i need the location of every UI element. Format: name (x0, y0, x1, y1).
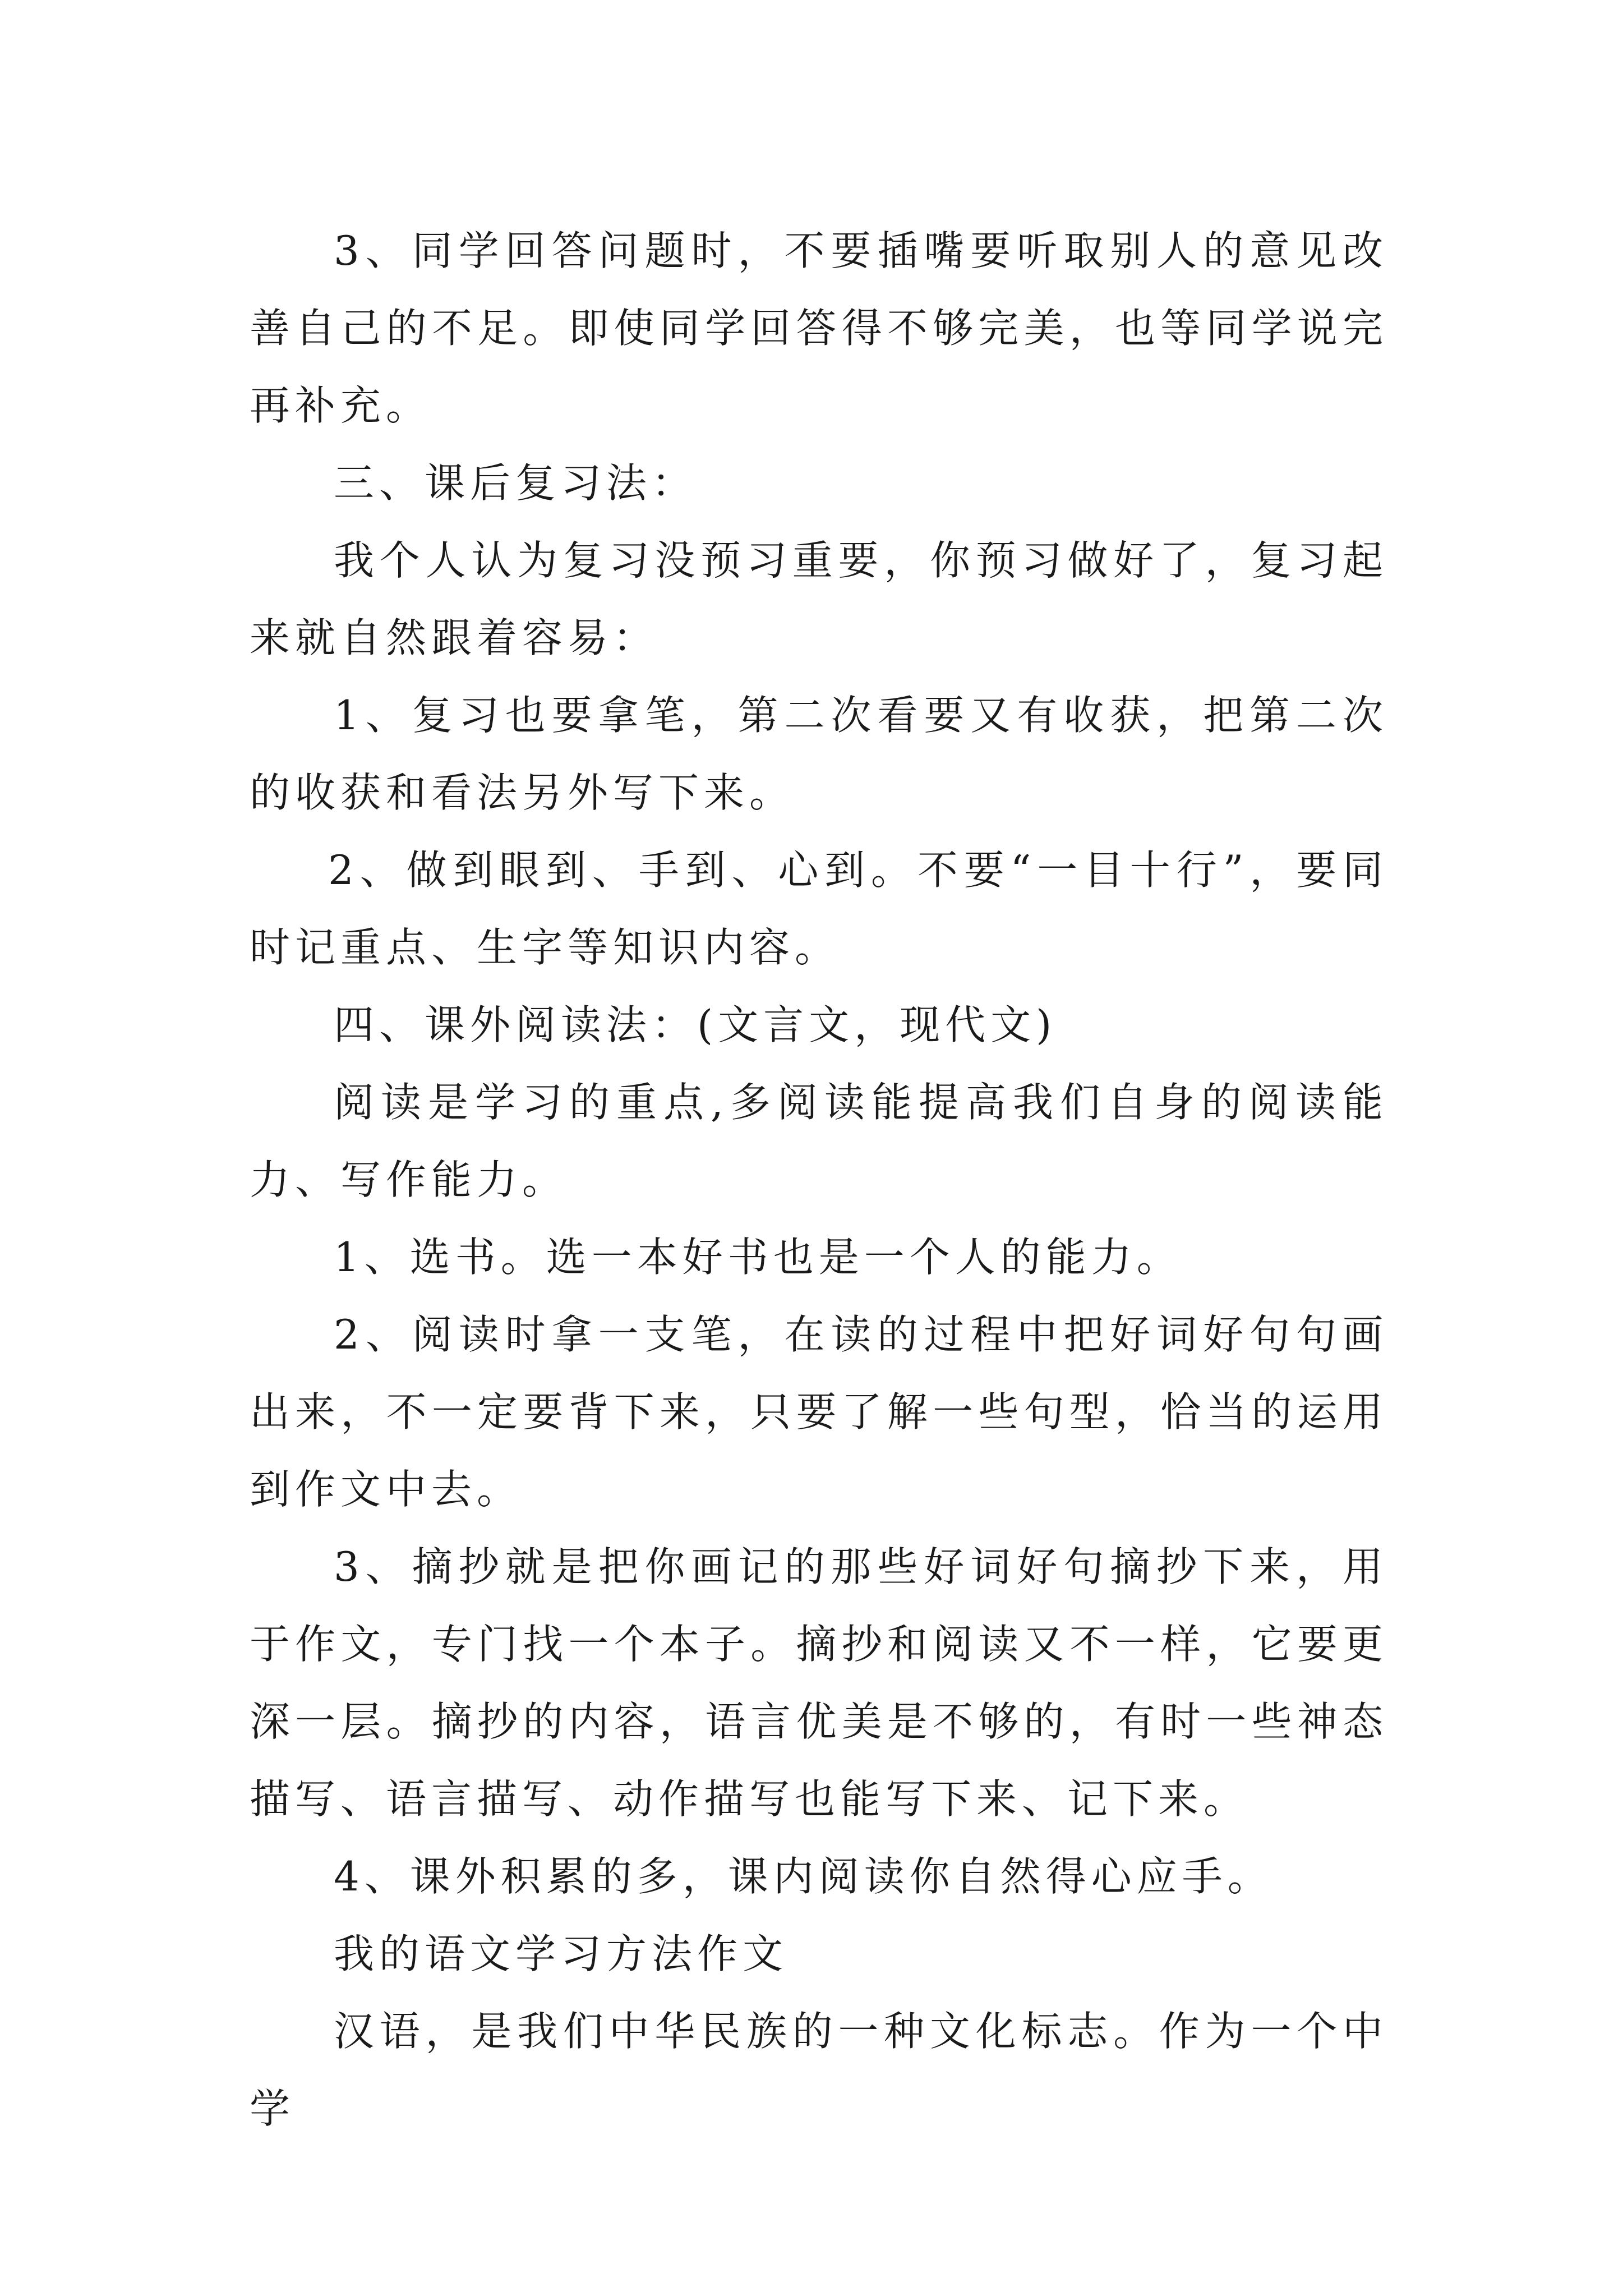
paragraph-item-3-no-interrupt: 3、同学回答问题时，不要插嘴要听取别人的意见改善自己的不足。即使同学回答得不够完美，也等同学说完再补充。 (250, 227, 1388, 429)
paragraph-reading-item-1: 1、选书。选一本好书也是一个人的能力。 (334, 1234, 1182, 1281)
document-body (250, 212, 1388, 2147)
paragraph-review-intro: 我个人认为复习没预习重要，你预习做好了，复习起来就自然跟着容易： (250, 537, 1388, 661)
section-heading-review-method: 三、课后复习法： (334, 459, 698, 507)
paragraph-reading-item-2: 2、阅读时拿一支笔，在读的过程中把好词好句句画出来，不一定要背下来，只要了解一些句型，恰当的运用到作文中去。 (250, 1311, 1388, 1513)
paragraph-essay-opening: 汉语，是我们中华民族的一种文化标志。作为一个中学 (250, 2008, 1388, 2132)
paragraph-reading-intro: 阅读是学习的重点,多阅读能提高我们自身的阅读能力、写作能力。 (250, 1079, 1388, 1203)
paragraph-reading-item-3: 3、摘抄就是把你画记的那些好词好句摘抄下来，用于作文，专门找一个本子。摘抄和阅读又不一样，它要更深一层。摘抄的内容，语言优美是不够的，有时一些神态描写、语言描写、动作描写也能写下来、记下来。 (250, 1543, 1388, 1823)
essay-title: 我的语文学习方法作文 (334, 1930, 789, 1977)
paragraph-review-item-1: 1、复习也要拿笔，第二次看要又有收获，把第二次的收获和看法另外写下来。 (250, 692, 1388, 816)
section-heading-extracurricular-reading: 四、课外阅读法：(文言文，现代文) (334, 1001, 1057, 1048)
paragraph-review-item-2: 2、做到眼到、手到、心到。不要“一目十行”，要同时记重点、生字等知识内容。 (250, 846, 1388, 971)
paragraph-reading-item-4: 4、课外积累的多，课内阅读你自然得心应手。 (334, 1853, 1273, 1900)
